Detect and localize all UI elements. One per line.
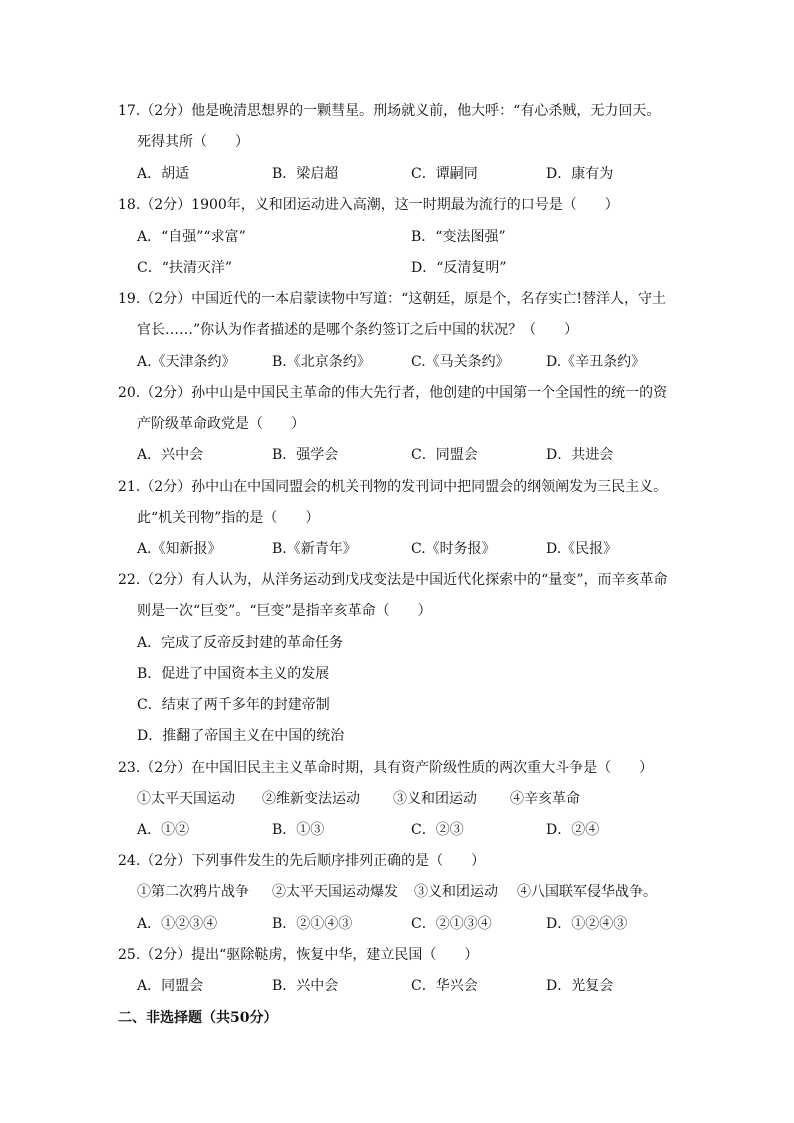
question-24-option-a: A．①②③④ xyxy=(137,916,218,932)
question-23-option-d: D．②④ xyxy=(546,822,600,838)
question-25-option-d: D．光复会 xyxy=(546,978,614,994)
question-19-option-a: A.《天津条约》 xyxy=(137,354,236,370)
question-23-stem-line-1: 23.（2分）在中国旧民主主义革命时期，具有资产阶级性质的两次重大斗争是（ ） xyxy=(118,760,654,776)
question-23-item-1: ①太平天国运动 xyxy=(137,791,235,807)
question-25-stem-line-1: 25.（2分）提出“驱除鞑虏，恢复中华，建立民国（ ） xyxy=(118,947,479,963)
question-20-option-b: B．强学会 xyxy=(272,447,339,463)
question-19-stem-line-2: 官长……”你认为作者描述的是哪个条约签订之后中国的状况？（ ） xyxy=(137,322,579,338)
question-22-option-d: D．推翻了帝国主义在中国的统治 xyxy=(137,728,345,744)
question-22-stem-line-2: 则是一次“巨变”。“巨变”是指辛亥革命（ ） xyxy=(137,603,432,619)
section-title-non-choice: 二、非选择题（共50分） xyxy=(118,1010,278,1026)
question-17-option-a: A．胡适 xyxy=(137,166,190,182)
question-24-item-1: ①第二次鸦片战争 xyxy=(137,884,249,900)
question-19-option-d: D.《辛丑条约》 xyxy=(546,354,646,370)
question-22-stem-line-1: 22.（2分）有人认为，从洋务运动到戊戌变法是中国近代化探索中的“量变”，而辛亥革命 xyxy=(118,572,668,588)
question-20-stem-line-2: 产阶级革命政党是（ ） xyxy=(137,416,305,432)
question-25-option-b: B．兴中会 xyxy=(272,978,339,994)
question-17-stem-line-1: 17.（2分）他是晚清思想界的一颗彗星。刑场就义前，他大呼：“有心杀贼，无力回天。 xyxy=(118,103,661,119)
question-21-option-a: A.《知新报》 xyxy=(137,541,222,557)
question-19-option-b: B.《北京条约》 xyxy=(272,354,371,370)
question-24-item-4: ④八国联军侵华战争。 xyxy=(517,884,657,900)
question-21-option-d: D.《民报》 xyxy=(546,541,618,557)
question-17-option-b: B．梁启超 xyxy=(272,166,339,182)
question-25-option-c: C．华兴会 xyxy=(411,978,478,994)
question-23-option-a: A．①② xyxy=(137,822,190,838)
question-24-option-b: B．②①④③ xyxy=(272,916,353,932)
question-23-option-b: B．①③ xyxy=(272,822,325,838)
question-20-stem-line-1: 20.（2分）孙中山是中国民主革命的伟大先行者，他创建的中国第一个全国性的统一的资 xyxy=(118,385,668,401)
question-18-option-c: C．“扶清灭洋” xyxy=(137,260,233,276)
question-20-option-d: D．共进会 xyxy=(546,447,614,463)
question-23-option-c: C．②③ xyxy=(411,822,464,838)
question-24-option-c: C．②①③④ xyxy=(411,916,492,932)
question-22-option-b: B．促进了中国资本主义的发展 xyxy=(137,666,330,682)
question-24-item-3: ③义和团运动 xyxy=(414,884,498,900)
question-24-stem-line-1: 24.（2分）下列事件发生的先后顺序排列正确的是（ ） xyxy=(118,853,486,869)
question-23-item-2: ②维新变法运动 xyxy=(262,791,360,807)
question-17-option-c: C．谭嗣同 xyxy=(411,166,478,182)
question-17-option-d: D．康有为 xyxy=(546,166,614,182)
question-19-option-c: C.《马关条约》 xyxy=(411,354,510,370)
question-24-item-2: ②太平天国运动爆发 xyxy=(272,884,398,900)
question-20-option-c: C．同盟会 xyxy=(411,447,478,463)
question-21-option-b: B.《新青年》 xyxy=(272,541,357,557)
question-23-item-3: ③义和团运动 xyxy=(393,791,477,807)
question-24-option-d: D．①②④③ xyxy=(546,916,628,932)
question-17-stem-line-2: 死得其所（ ） xyxy=(137,134,249,150)
question-18-option-b: B．“变法图强” xyxy=(411,229,506,245)
question-21-option-c: C.《时务报》 xyxy=(411,541,496,557)
question-18-stem-line-1: 18.（2分）1900年，义和团运动进入高潮，这一时期最为流行的口号是（ ） xyxy=(118,197,619,213)
question-18-option-d: D．“反清复明” xyxy=(411,260,507,276)
question-20-option-a: A．兴中会 xyxy=(137,447,204,463)
question-22-option-a: A．完成了反帝反封建的革命任务 xyxy=(137,635,344,651)
question-21-stem-line-2: 此“机关刊物”指的是（ ） xyxy=(137,510,320,526)
question-25-option-a: A．同盟会 xyxy=(137,978,204,994)
question-18-option-a: A．“自强”“求富” xyxy=(137,229,246,245)
question-19-stem-line-1: 19.（2分）中国近代的一本启蒙读物中写道：“这朝廷，原是个，名存实亡!替洋人，守土 xyxy=(118,291,666,307)
question-21-stem-line-1: 21.（2分）孙中山在中国同盟会的机关刊物的发刊词中把同盟会的纲领阐发为三民主义。 xyxy=(118,479,668,495)
question-22-option-c: C．结束了两千多年的封建帝制 xyxy=(137,697,330,713)
question-23-item-4: ④辛亥革命 xyxy=(510,791,580,807)
